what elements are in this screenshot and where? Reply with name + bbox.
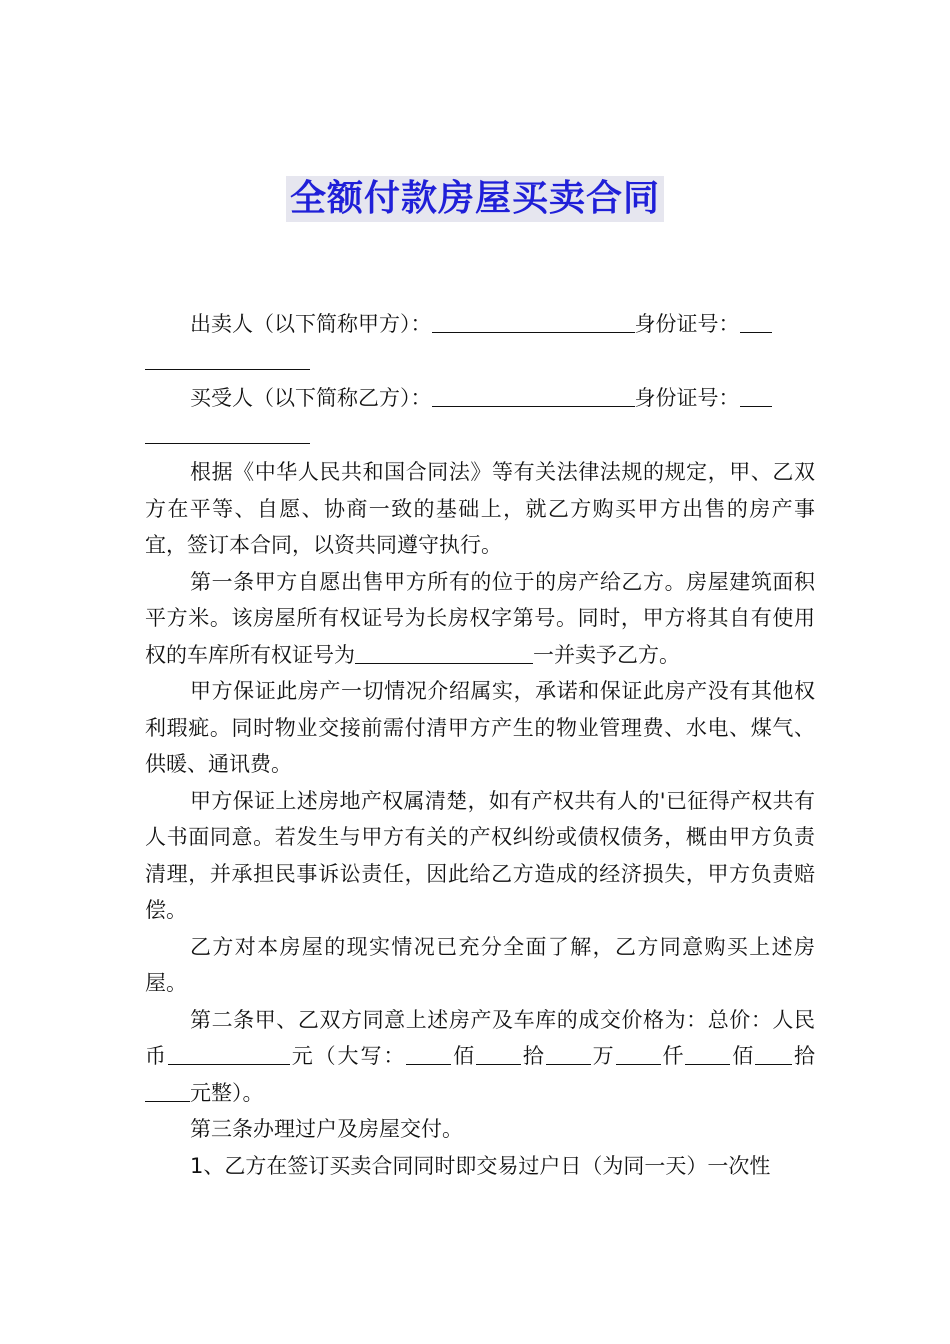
buyer-acknowledgement: 乙方对本房屋的现实情况已充分全面了解，乙方同意购买上述房屋。 [145,934,815,995]
unit-qian: 仟 [660,1044,686,1068]
buyer-id-blank [740,384,772,407]
qian-blank [616,1042,661,1065]
unit-bai-1: 佰 [451,1044,477,1068]
unit-bai-2: 佰 [730,1044,756,1068]
unit-wan: 万 [590,1044,616,1068]
article-1 [145,564,815,674]
unit-shi-2: 拾 [792,1044,816,1068]
article-2-end: 元整）。 [190,1080,264,1105]
seller-id-blank-continued [145,343,310,370]
document-body [145,306,815,1184]
wan-blank [546,1042,591,1065]
price-blank [168,1042,290,1065]
bai-blank-1 [406,1042,451,1065]
seller-id-blank [740,310,772,333]
seller-id-label: 身份证号： [634,312,740,336]
article-1-text: 第一条甲方自愿出售甲方所有的位于的房产给乙方。房屋建筑面积平方米。该房屋所有权证号为长房权字第号。同时，甲方将其自有使用权的车库所有权证号为 [145,569,815,667]
document-title: 全额付款房屋买卖合同 [286,176,664,222]
article-3-item-1: 1、乙方在签订买卖合同同时即交易过户日（为同一天）一次性 [190,1153,771,1178]
shi-blank-1 [476,1042,521,1065]
article-2-text: 第二条甲、乙双方同意上述房产及车库的成交价格为：总价：人民币 [145,1007,815,1068]
seller-name-blank [432,310,635,333]
article-2-yuan: 元（大写： [289,1044,407,1068]
buyer-id-label: 身份证号： [634,386,740,410]
buyer-id-blank-continued [145,417,310,444]
unit-shi-1: 拾 [521,1044,546,1068]
garage-cert-blank [355,641,533,664]
guarantee-paragraph-1: 甲方保证此房产一切情况介绍属实，承诺和保证此房产没有其他权利瑕疵。同时物业交接前需付清甲方产生的物业管理费、水电、煤气、供暖、通讯费。 [145,679,815,776]
guarantee-paragraph-2: 甲方保证上述房地产权属清楚，如有产权共有人的'已征得产权共有人书面同意。若发生与甲方有关的产权纠纷或债权债务，概由甲方负责清理，并承担民事诉讼责任，因此给乙方造成的经济损失，甲方负责赔偿。 [145,788,815,922]
bai-blank-2 [685,1042,730,1065]
title-wrap [0,176,950,222]
buyer-label: 买受人（以下简称乙方）： [190,386,432,410]
intro-paragraph: 根据《中华人民共和国合同法》等有关法律法规的规定，甲、乙双方在平等、自愿、协商一致的基础上，就乙方购买甲方出售的房产事宜，签订本合同，以资共同遵守执行。 [145,460,815,557]
article-2 [145,1002,815,1112]
buyer-name-blank [432,384,635,407]
shi-blank-2 [777,1042,792,1065]
buyer-line [145,380,815,417]
shi-blank-2-start [755,1042,777,1065]
article-3: 第三条办理过户及房屋交付。 [190,1117,463,1141]
article-1-end: 一并卖予乙方。 [533,642,680,667]
seller-label: 出卖人（以下简称甲方）： [190,312,432,336]
seller-line [145,306,815,343]
yuan-blank [145,1079,190,1102]
